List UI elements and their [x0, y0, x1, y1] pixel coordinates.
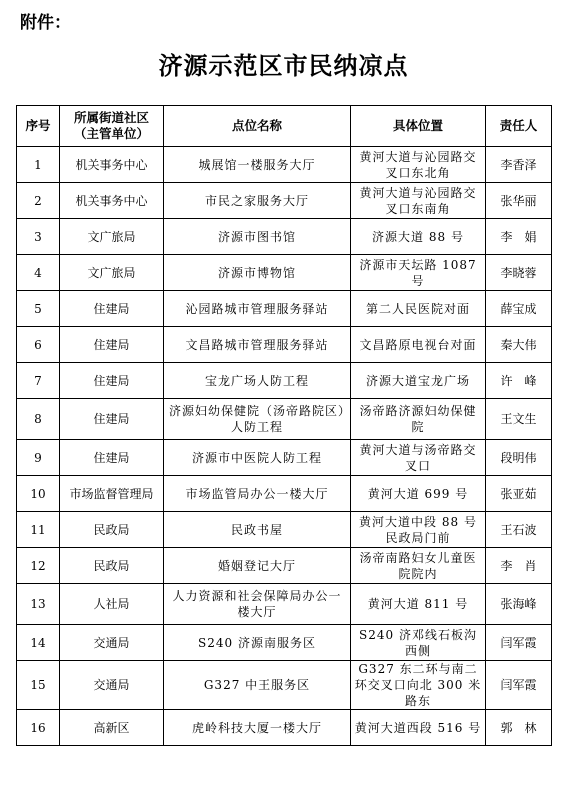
cell-point-name: 沁园路城市管理服务驿站: [164, 291, 351, 327]
cell-unit: 住建局: [60, 291, 164, 327]
cell-index: 4: [17, 255, 60, 291]
table-row: [17, 255, 552, 291]
cell-person: 李 肖: [486, 548, 552, 584]
table-row: [17, 661, 552, 710]
cell-point-name: S240 济源南服务区: [164, 625, 351, 661]
header-index: 序号: [17, 106, 60, 147]
table-row: [17, 291, 552, 327]
cell-person: 李晓蓉: [486, 255, 552, 291]
cell-location: 第二人民医院对面: [351, 291, 486, 327]
cell-index: 16: [17, 710, 60, 746]
cell-unit: 文广旅局: [60, 255, 164, 291]
cell-point-name: 文昌路城市管理服务驿站: [164, 327, 351, 363]
cell-index: 2: [17, 183, 60, 219]
table-row: [17, 363, 552, 399]
cell-location: 汤帝南路妇女儿童医院院内: [351, 548, 486, 584]
cell-unit: 交通局: [60, 661, 164, 710]
cell-unit: 住建局: [60, 363, 164, 399]
cell-point-name: 济源市图书馆: [164, 219, 351, 255]
table-row: [17, 625, 552, 661]
cell-index: 5: [17, 291, 60, 327]
table-row: [17, 147, 552, 183]
cell-unit: 交通局: [60, 625, 164, 661]
cell-location: 济源市天坛路 1087 号: [351, 255, 486, 291]
cell-point-name: 济源市博物馆: [164, 255, 351, 291]
cell-location: S240 济邓线石板沟西侧: [351, 625, 486, 661]
cell-index: 14: [17, 625, 60, 661]
cell-person: 薛宝成: [486, 291, 552, 327]
cell-location: 黄河大道 699 号: [351, 476, 486, 512]
cell-point-name: 宝龙广场人防工程: [164, 363, 351, 399]
cell-person: 王石波: [486, 512, 552, 548]
cell-point-name: 济源妇幼保健院（汤帝路院区）人防工程: [164, 399, 351, 440]
cell-person: 李 娟: [486, 219, 552, 255]
table-row: [17, 584, 552, 625]
cell-unit: 机关事务中心: [60, 147, 164, 183]
cell-person: 秦大伟: [486, 327, 552, 363]
cell-unit: 住建局: [60, 327, 164, 363]
cell-point-name: G327 中王服务区: [164, 661, 351, 710]
cell-index: 15: [17, 661, 60, 710]
cell-location: 济源大道宝龙广场: [351, 363, 486, 399]
cell-index: 10: [17, 476, 60, 512]
table-header-row: [17, 106, 552, 147]
cell-unit: 市场监督管理局: [60, 476, 164, 512]
cell-location: 汤帝路济源妇幼保健院: [351, 399, 486, 440]
cell-person: 张亚茹: [486, 476, 552, 512]
header-person: 责任人: [486, 106, 552, 147]
cell-person: 段明伟: [486, 440, 552, 476]
page-title: 济源示范区市民纳凉点: [158, 51, 409, 80]
cell-index: 6: [17, 327, 60, 363]
cell-point-name: 市民之家服务大厅: [164, 183, 351, 219]
table-row: [17, 710, 552, 746]
cell-location: 济源大道 88 号: [351, 219, 486, 255]
cell-person: 王文生: [486, 399, 552, 440]
cell-location: 文昌路原电视台对面: [351, 327, 486, 363]
table-row: [17, 183, 552, 219]
cooling-points-table: [16, 105, 552, 746]
cell-unit: 民政局: [60, 548, 164, 584]
cell-person: 李香泽: [486, 147, 552, 183]
cell-unit: 高新区: [60, 710, 164, 746]
cell-person: 闫军霞: [486, 661, 552, 710]
cell-location: 黄河大道西段 516 号: [351, 710, 486, 746]
cell-location: 黄河大道与沁园路交叉口东北角: [351, 147, 486, 183]
table-row: [17, 219, 552, 255]
table-row: [17, 476, 552, 512]
table-row: [17, 512, 552, 548]
cell-point-name: 人力资源和社会保障局办公一楼大厅: [164, 584, 351, 625]
cell-point-name: 城展馆一楼服务大厅: [164, 147, 351, 183]
cell-person: 张海峰: [486, 584, 552, 625]
cell-location: 黄河大道与沁园路交叉口东南角: [351, 183, 486, 219]
cell-index: 8: [17, 399, 60, 440]
header-point-name: 点位名称: [164, 106, 351, 147]
cell-point-name: 婚姻登记大厅: [164, 548, 351, 584]
table-row: [17, 399, 552, 440]
cell-point-name: 济源市中医院人防工程: [164, 440, 351, 476]
cell-index: 7: [17, 363, 60, 399]
table-row: [17, 327, 552, 363]
cell-unit: 住建局: [60, 440, 164, 476]
cell-index: 1: [17, 147, 60, 183]
header-location: 具体位置: [351, 106, 486, 147]
cell-person: 郭 林: [486, 710, 552, 746]
cell-person: 张华丽: [486, 183, 552, 219]
cell-person: 闫军霞: [486, 625, 552, 661]
cell-location: 黄河大道与汤帝路交叉口: [351, 440, 486, 476]
table-row: [17, 548, 552, 584]
cell-point-name: 虎岭科技大厦一楼大厅: [164, 710, 351, 746]
cell-person: 许 峰: [486, 363, 552, 399]
cell-unit: 机关事务中心: [60, 183, 164, 219]
cell-location: 黄河大道 811 号: [351, 584, 486, 625]
cell-unit: 民政局: [60, 512, 164, 548]
attachment-label: 附件：: [20, 13, 71, 33]
cell-index: 13: [17, 584, 60, 625]
cell-index: 9: [17, 440, 60, 476]
cell-index: 12: [17, 548, 60, 584]
cell-unit: 住建局: [60, 399, 164, 440]
cell-unit: 人社局: [60, 584, 164, 625]
cell-index: 11: [17, 512, 60, 548]
cell-point-name: 民政书屋: [164, 512, 351, 548]
cell-index: 3: [17, 219, 60, 255]
header-unit: 所属街道社区（主管单位）: [60, 106, 164, 147]
cell-point-name: 市场监管局办公一楼大厅: [164, 476, 351, 512]
cell-location: G327 东二环与南二环交叉口向北 300 米路东: [351, 661, 486, 710]
cell-unit: 文广旅局: [60, 219, 164, 255]
cell-location: 黄河大道中段 88 号民政局门前: [351, 512, 486, 548]
table-row: [17, 440, 552, 476]
